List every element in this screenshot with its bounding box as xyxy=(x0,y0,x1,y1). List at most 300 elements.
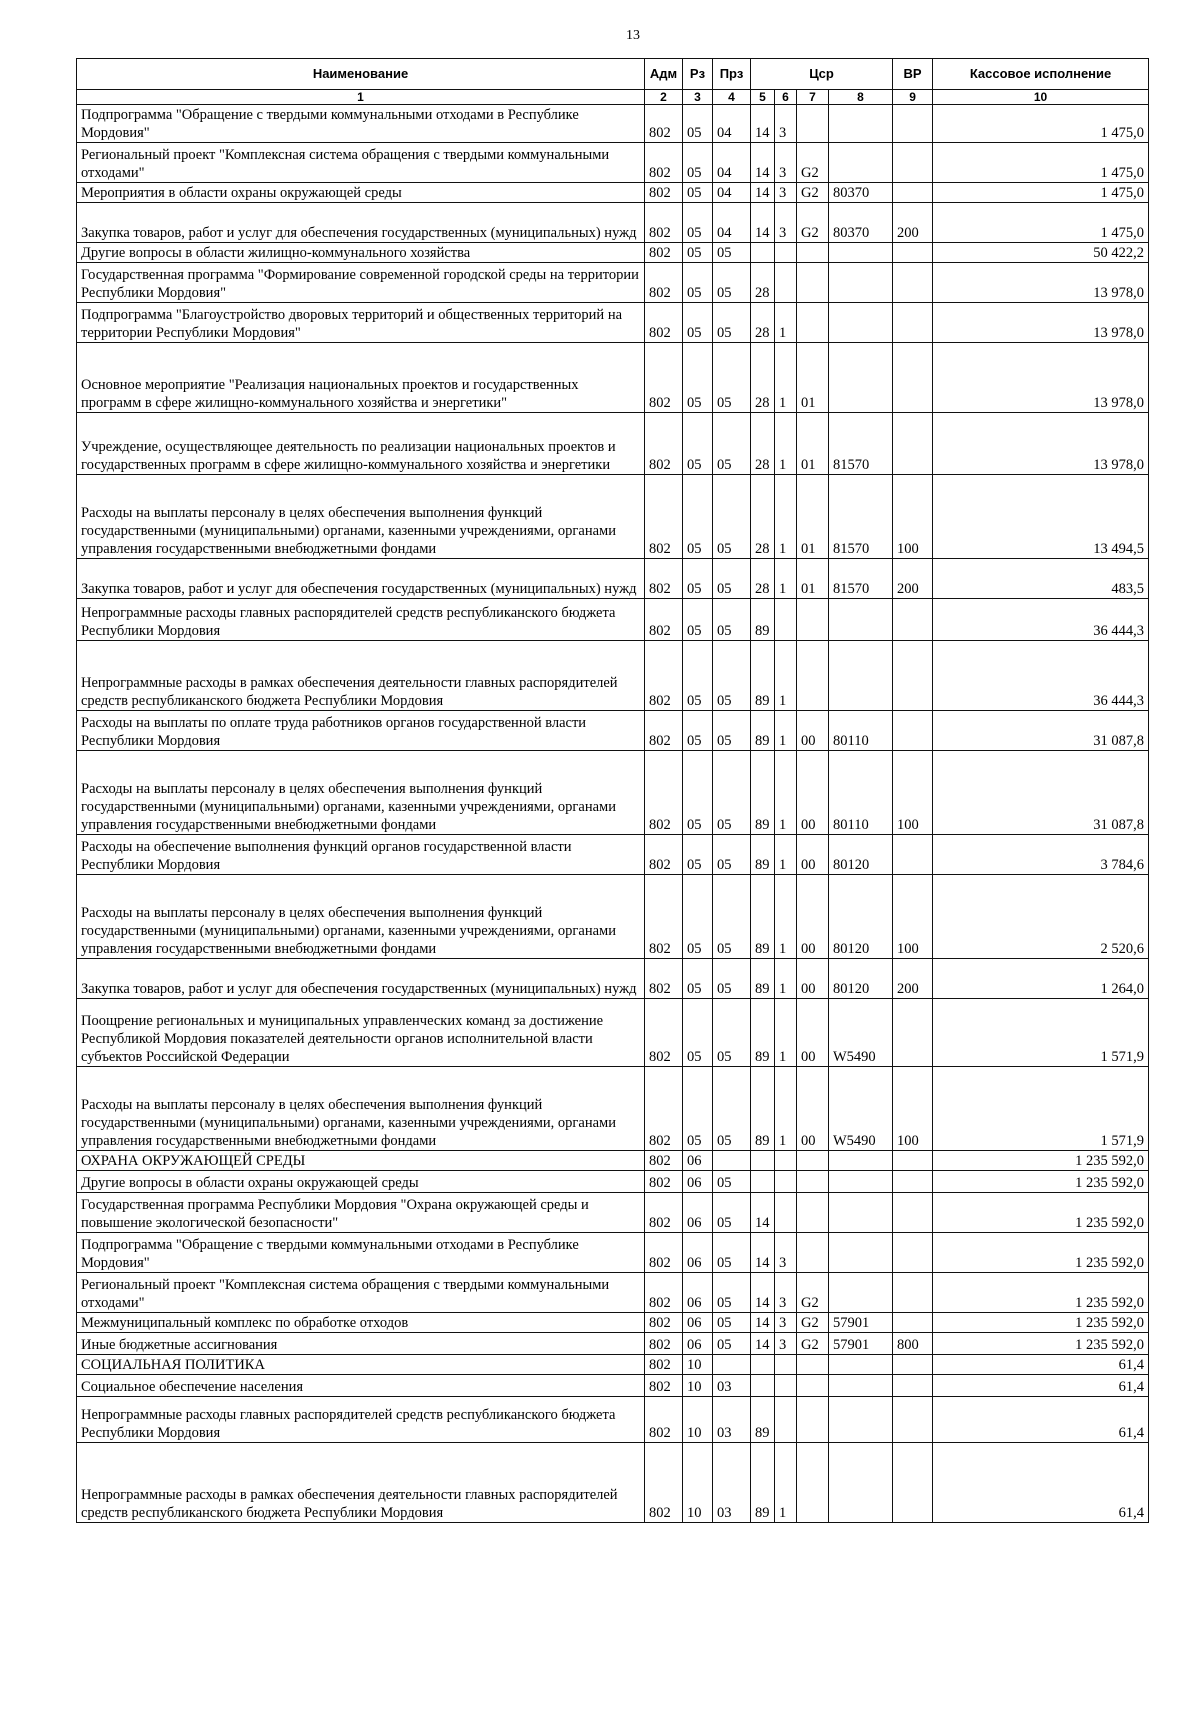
column-number: 6 xyxy=(775,90,797,105)
row-sum: 61,4 xyxy=(933,1355,1149,1375)
row-csr-6 xyxy=(775,1151,797,1171)
row-csr-7: 00 xyxy=(797,959,829,999)
table-row xyxy=(77,105,1149,143)
page-number: 13 xyxy=(626,28,640,43)
row-csr-8 xyxy=(829,599,893,641)
row-adm: 802 xyxy=(645,959,683,999)
column-number: 4 xyxy=(713,90,751,105)
row-name: Региональный проект "Комплексная система обращения с твердыми коммунальными отходами" xyxy=(77,143,645,183)
row-vr: 200 xyxy=(893,959,933,999)
table-row xyxy=(77,599,1149,641)
row-csr-8: 57901 xyxy=(829,1313,893,1333)
row-csr-6 xyxy=(775,599,797,641)
row-rz: 05 xyxy=(683,835,713,875)
row-rz: 05 xyxy=(683,243,713,263)
row-vr: 200 xyxy=(893,203,933,243)
row-name: Расходы на выплаты персоналу в целях обеспечения выполнения функций государственными (муниципальными) органами, казенными учреждениями, органами управления государственными внебюджетными фондами xyxy=(77,875,645,959)
row-name: Подпрограмма "Обращение с твердыми коммунальными отходами в Республике Мордовия" xyxy=(77,105,645,143)
table-row xyxy=(77,1355,1149,1375)
row-sum: 1 235 592,0 xyxy=(933,1151,1149,1171)
table-row xyxy=(77,1333,1149,1355)
row-csr-6: 3 xyxy=(775,143,797,183)
row-name: Государственная программа Республики Мордовия "Охрана окружающей среды и повышение экологической безопасности" xyxy=(77,1193,645,1233)
row-csr-6 xyxy=(775,263,797,303)
row-csr-8: 80120 xyxy=(829,835,893,875)
header-rz: Рз xyxy=(683,59,713,90)
row-name: Учреждение, осуществляющее деятельность по реализации национальных проектов и государственных программ в сфере жилищно-коммунального хозяйства и энергетики xyxy=(77,413,645,475)
row-csr-8 xyxy=(829,1233,893,1273)
column-number: 10 xyxy=(933,90,1149,105)
row-csr-7 xyxy=(797,1443,829,1523)
row-csr-5 xyxy=(751,1151,775,1171)
row-rz: 05 xyxy=(683,413,713,475)
row-csr-5 xyxy=(751,1355,775,1375)
row-sum: 13 978,0 xyxy=(933,413,1149,475)
row-csr-5: 14 xyxy=(751,1233,775,1273)
column-number: 3 xyxy=(683,90,713,105)
row-csr-6: 1 xyxy=(775,559,797,599)
row-name: Другие вопросы в области охраны окружающей среды xyxy=(77,1171,645,1193)
row-name: Непрограммные расходы главных распорядителей средств республиканского бюджета Республики Мордовия xyxy=(77,1397,645,1443)
row-vr xyxy=(893,263,933,303)
row-adm: 802 xyxy=(645,1333,683,1355)
row-sum: 61,4 xyxy=(933,1443,1149,1523)
row-csr-5: 28 xyxy=(751,263,775,303)
row-adm: 802 xyxy=(645,711,683,751)
row-csr-5: 28 xyxy=(751,303,775,343)
row-sum: 1 475,0 xyxy=(933,183,1149,203)
row-csr-5 xyxy=(751,1171,775,1193)
row-csr-5: 89 xyxy=(751,959,775,999)
row-csr-8 xyxy=(829,1151,893,1171)
row-csr-8: 80110 xyxy=(829,711,893,751)
row-vr xyxy=(893,1443,933,1523)
row-csr-8 xyxy=(829,1397,893,1443)
row-prz: 05 xyxy=(713,999,751,1067)
row-name: Расходы на выплаты по оплате труда работников органов государственной власти Республики Мордовия xyxy=(77,711,645,751)
row-adm: 802 xyxy=(645,475,683,559)
table-row xyxy=(77,475,1149,559)
row-vr xyxy=(893,1397,933,1443)
row-csr-6: 1 xyxy=(775,343,797,413)
row-csr-6: 3 xyxy=(775,183,797,203)
row-csr-7: G2 xyxy=(797,1273,829,1313)
row-rz: 06 xyxy=(683,1171,713,1193)
row-adm: 802 xyxy=(645,875,683,959)
header-name: Наименование xyxy=(77,59,645,90)
row-rz: 06 xyxy=(683,1151,713,1171)
row-csr-8: 81570 xyxy=(829,413,893,475)
row-name: Основное мероприятие "Реализация национальных проектов и государственных программ в сфере жилищно-коммунального хозяйства и энергетики" xyxy=(77,343,645,413)
row-csr-5: 89 xyxy=(751,751,775,835)
row-csr-8: 80120 xyxy=(829,959,893,999)
row-prz: 05 xyxy=(713,1193,751,1233)
row-csr-8 xyxy=(829,1443,893,1523)
row-csr-7: G2 xyxy=(797,143,829,183)
row-csr-5: 89 xyxy=(751,835,775,875)
row-adm: 802 xyxy=(645,1193,683,1233)
row-csr-5: 14 xyxy=(751,1333,775,1355)
row-vr xyxy=(893,1313,933,1333)
row-name: Подпрограмма "Обращение с твердыми коммунальными отходами в Республике Мордовия" xyxy=(77,1233,645,1273)
row-vr xyxy=(893,413,933,475)
row-vr xyxy=(893,1273,933,1313)
row-csr-5: 89 xyxy=(751,641,775,711)
row-rz: 05 xyxy=(683,475,713,559)
row-csr-8: 81570 xyxy=(829,475,893,559)
row-csr-6 xyxy=(775,1375,797,1397)
table-row xyxy=(77,1313,1149,1333)
row-rz: 10 xyxy=(683,1397,713,1443)
row-adm: 802 xyxy=(645,143,683,183)
row-sum: 3 784,6 xyxy=(933,835,1149,875)
row-prz: 05 xyxy=(713,303,751,343)
row-adm: 802 xyxy=(645,835,683,875)
row-sum: 31 087,8 xyxy=(933,751,1149,835)
row-rz: 05 xyxy=(683,875,713,959)
row-name: Подпрограмма "Благоустройство дворовых территорий и общественных территорий на территории Республики Мордовия" xyxy=(77,303,645,343)
row-adm: 802 xyxy=(645,413,683,475)
row-rz: 05 xyxy=(683,105,713,143)
row-prz xyxy=(713,1355,751,1375)
row-csr-7 xyxy=(797,1397,829,1443)
row-vr: 100 xyxy=(893,875,933,959)
table-row xyxy=(77,343,1149,413)
row-adm: 802 xyxy=(645,183,683,203)
row-vr xyxy=(893,999,933,1067)
row-csr-7: 01 xyxy=(797,559,829,599)
row-sum: 1 475,0 xyxy=(933,203,1149,243)
row-prz: 05 xyxy=(713,641,751,711)
row-prz: 05 xyxy=(713,475,751,559)
row-rz: 05 xyxy=(683,559,713,599)
row-csr-7: 00 xyxy=(797,835,829,875)
row-adm: 802 xyxy=(645,343,683,413)
row-csr-8 xyxy=(829,1193,893,1233)
row-prz: 05 xyxy=(713,243,751,263)
row-prz: 04 xyxy=(713,183,751,203)
header-csr: Цср xyxy=(751,59,893,90)
row-rz: 05 xyxy=(683,1067,713,1151)
row-rz: 10 xyxy=(683,1443,713,1523)
row-csr-6: 1 xyxy=(775,711,797,751)
row-vr: 100 xyxy=(893,1067,933,1151)
row-csr-5: 89 xyxy=(751,1443,775,1523)
row-prz: 03 xyxy=(713,1443,751,1523)
row-vr: 100 xyxy=(893,751,933,835)
row-adm: 802 xyxy=(645,1313,683,1333)
table-row xyxy=(77,959,1149,999)
row-csr-6: 3 xyxy=(775,203,797,243)
row-csr-8: 80370 xyxy=(829,183,893,203)
row-vr xyxy=(893,1355,933,1375)
row-rz: 05 xyxy=(683,641,713,711)
row-csr-6 xyxy=(775,243,797,263)
table-row xyxy=(77,143,1149,183)
row-csr-5: 89 xyxy=(751,1397,775,1443)
row-adm: 802 xyxy=(645,641,683,711)
row-prz: 05 xyxy=(713,1273,751,1313)
table-row xyxy=(77,711,1149,751)
row-vr xyxy=(893,303,933,343)
row-name: ОХРАНА ОКРУЖАЮЩЕЙ СРЕДЫ xyxy=(77,1151,645,1171)
row-csr-5 xyxy=(751,1375,775,1397)
row-name: Другие вопросы в области жилищно-коммунального хозяйства xyxy=(77,243,645,263)
row-csr-8: 80110 xyxy=(829,751,893,835)
row-csr-7: 00 xyxy=(797,1067,829,1151)
row-name: Государственная программа "Формирование современной городской среды на территории Республики Мордовия" xyxy=(77,263,645,303)
row-csr-5: 14 xyxy=(751,143,775,183)
table-row xyxy=(77,1273,1149,1313)
row-csr-5 xyxy=(751,243,775,263)
row-name: СОЦИАЛЬНАЯ ПОЛИТИКА xyxy=(77,1355,645,1375)
row-rz: 05 xyxy=(683,303,713,343)
row-csr-8: W5490 xyxy=(829,999,893,1067)
row-prz: 05 xyxy=(713,1171,751,1193)
row-csr-8 xyxy=(829,1375,893,1397)
row-sum: 13 494,5 xyxy=(933,475,1149,559)
row-vr xyxy=(893,343,933,413)
row-csr-5: 14 xyxy=(751,203,775,243)
row-csr-6: 3 xyxy=(775,1233,797,1273)
row-prz: 05 xyxy=(713,751,751,835)
row-sum: 1 475,0 xyxy=(933,105,1149,143)
row-sum: 13 978,0 xyxy=(933,303,1149,343)
row-csr-7: 00 xyxy=(797,875,829,959)
row-csr-6 xyxy=(775,1171,797,1193)
table-row xyxy=(77,1171,1149,1193)
row-rz: 05 xyxy=(683,711,713,751)
row-prz: 05 xyxy=(713,875,751,959)
row-name: Мероприятия в области охраны окружающей среды xyxy=(77,183,645,203)
row-csr-6: 1 xyxy=(775,641,797,711)
row-name: Иные бюджетные ассигнования xyxy=(77,1333,645,1355)
row-rz: 05 xyxy=(683,203,713,243)
row-vr xyxy=(893,143,933,183)
row-adm: 802 xyxy=(645,243,683,263)
budget-execution-table xyxy=(76,58,1149,1523)
header-kassa: Кассовое исполнение xyxy=(933,59,1149,90)
row-sum: 31 087,8 xyxy=(933,711,1149,751)
row-csr-6: 1 xyxy=(775,1443,797,1523)
row-prz: 04 xyxy=(713,203,751,243)
header-prz: Прз xyxy=(713,59,751,90)
row-csr-5: 89 xyxy=(751,999,775,1067)
row-csr-5: 89 xyxy=(751,711,775,751)
row-csr-7 xyxy=(797,1171,829,1193)
column-number: 1 xyxy=(77,90,645,105)
table-row xyxy=(77,1375,1149,1397)
row-sum: 13 978,0 xyxy=(933,263,1149,303)
row-rz: 05 xyxy=(683,999,713,1067)
row-csr-7: G2 xyxy=(797,1333,829,1355)
row-sum: 1 235 592,0 xyxy=(933,1273,1149,1313)
row-adm: 802 xyxy=(645,1443,683,1523)
table-row xyxy=(77,243,1149,263)
row-csr-5: 28 xyxy=(751,343,775,413)
row-csr-6: 1 xyxy=(775,999,797,1067)
header-vr: ВР xyxy=(893,59,933,90)
row-vr xyxy=(893,105,933,143)
row-vr: 200 xyxy=(893,559,933,599)
row-csr-7: 00 xyxy=(797,999,829,1067)
row-csr-6 xyxy=(775,1397,797,1443)
row-csr-8: 81570 xyxy=(829,559,893,599)
table-row xyxy=(77,835,1149,875)
table-row xyxy=(77,1443,1149,1523)
row-rz: 06 xyxy=(683,1313,713,1333)
row-adm: 802 xyxy=(645,1171,683,1193)
row-csr-7: G2 xyxy=(797,203,829,243)
row-csr-8: W5490 xyxy=(829,1067,893,1151)
table-row xyxy=(77,1397,1149,1443)
row-csr-6 xyxy=(775,1355,797,1375)
row-csr-7 xyxy=(797,105,829,143)
row-vr xyxy=(893,183,933,203)
row-sum: 1 571,9 xyxy=(933,1067,1149,1151)
row-csr-7: 01 xyxy=(797,343,829,413)
row-prz: 05 xyxy=(713,1233,751,1273)
row-name: Поощрение региональных и муниципальных управленческих команд за достижение Республикой Мордовия показателей деятельности органов исполнительной власти субъектов Российской Федерации xyxy=(77,999,645,1067)
row-csr-7 xyxy=(797,1375,829,1397)
column-number: 5 xyxy=(751,90,775,105)
row-prz: 05 xyxy=(713,1313,751,1333)
row-name: Закупка товаров, работ и услуг для обеспечения государственных (муниципальных) нужд xyxy=(77,203,645,243)
row-adm: 802 xyxy=(645,1397,683,1443)
row-rz: 06 xyxy=(683,1273,713,1313)
column-number-row xyxy=(77,90,1149,105)
row-rz: 06 xyxy=(683,1333,713,1355)
row-name: Закупка товаров, работ и услуг для обеспечения государственных (муниципальных) нужд xyxy=(77,959,645,999)
row-sum: 1 235 592,0 xyxy=(933,1193,1149,1233)
row-prz: 05 xyxy=(713,599,751,641)
row-prz: 05 xyxy=(713,711,751,751)
row-csr-7 xyxy=(797,1193,829,1233)
row-csr-7 xyxy=(797,243,829,263)
row-name: Закупка товаров, работ и услуг для обеспечения государственных (муниципальных) нужд xyxy=(77,559,645,599)
row-csr-5: 14 xyxy=(751,1273,775,1313)
row-prz: 05 xyxy=(713,343,751,413)
row-sum: 1 475,0 xyxy=(933,143,1149,183)
table-row xyxy=(77,875,1149,959)
row-prz: 05 xyxy=(713,413,751,475)
row-sum: 61,4 xyxy=(933,1375,1149,1397)
table-row xyxy=(77,999,1149,1067)
row-name: Непрограммные расходы в рамках обеспечения деятельности главных распорядителей средств республиканского бюджета Республики Мордовия xyxy=(77,1443,645,1523)
table-row xyxy=(77,183,1149,203)
row-rz: 05 xyxy=(683,263,713,303)
row-rz: 10 xyxy=(683,1375,713,1397)
row-vr xyxy=(893,835,933,875)
row-vr: 800 xyxy=(893,1333,933,1355)
row-csr-6: 1 xyxy=(775,475,797,559)
row-sum: 36 444,3 xyxy=(933,599,1149,641)
header-row xyxy=(77,59,1149,90)
row-csr-6: 3 xyxy=(775,1273,797,1313)
column-number: 8 xyxy=(829,90,893,105)
row-csr-5: 28 xyxy=(751,413,775,475)
row-prz: 03 xyxy=(713,1397,751,1443)
column-number: 7 xyxy=(797,90,829,105)
row-sum: 1 235 592,0 xyxy=(933,1333,1149,1355)
row-vr xyxy=(893,1375,933,1397)
row-csr-6: 1 xyxy=(775,959,797,999)
row-csr-8 xyxy=(829,1273,893,1313)
row-rz: 06 xyxy=(683,1233,713,1273)
row-vr: 100 xyxy=(893,475,933,559)
row-prz: 05 xyxy=(713,263,751,303)
row-csr-7: 01 xyxy=(797,475,829,559)
row-csr-7 xyxy=(797,1233,829,1273)
row-sum: 1 235 592,0 xyxy=(933,1313,1149,1333)
row-csr-7 xyxy=(797,1355,829,1375)
row-csr-5: 14 xyxy=(751,1193,775,1233)
row-csr-8 xyxy=(829,1355,893,1375)
row-name: Расходы на выплаты персоналу в целях обеспечения выполнения функций государственными (муниципальными) органами, казенными учреждениями, органами управления государственными внебюджетными фондами xyxy=(77,1067,645,1151)
row-prz: 05 xyxy=(713,559,751,599)
table-row xyxy=(77,1193,1149,1233)
row-rz: 05 xyxy=(683,343,713,413)
row-csr-8: 80120 xyxy=(829,875,893,959)
row-csr-8: 57901 xyxy=(829,1333,893,1355)
table-row xyxy=(77,641,1149,711)
row-rz: 05 xyxy=(683,599,713,641)
row-csr-7 xyxy=(797,1151,829,1171)
row-csr-5: 28 xyxy=(751,559,775,599)
row-name: Межмуниципальный комплекс по обработке отходов xyxy=(77,1313,645,1333)
row-csr-6: 3 xyxy=(775,1313,797,1333)
row-csr-6: 3 xyxy=(775,1333,797,1355)
row-csr-5: 89 xyxy=(751,599,775,641)
row-rz: 10 xyxy=(683,1355,713,1375)
row-csr-6: 1 xyxy=(775,413,797,475)
row-adm: 802 xyxy=(645,999,683,1067)
row-adm: 802 xyxy=(645,751,683,835)
row-sum: 1 235 592,0 xyxy=(933,1171,1149,1193)
row-vr xyxy=(893,711,933,751)
row-adm: 802 xyxy=(645,599,683,641)
row-name: Социальное обеспечение населения xyxy=(77,1375,645,1397)
row-name: Расходы на выплаты персоналу в целях обеспечения выполнения функций государственными (муниципальными) органами, казенными учреждениями, органами управления государственными внебюджетными фондами xyxy=(77,751,645,835)
row-csr-5: 14 xyxy=(751,105,775,143)
row-csr-7 xyxy=(797,641,829,711)
table-row xyxy=(77,751,1149,835)
table-row xyxy=(77,559,1149,599)
row-vr xyxy=(893,1151,933,1171)
row-vr xyxy=(893,1193,933,1233)
row-csr-8 xyxy=(829,243,893,263)
row-adm: 802 xyxy=(645,1273,683,1313)
row-csr-7 xyxy=(797,263,829,303)
row-rz: 05 xyxy=(683,959,713,999)
row-sum: 2 520,6 xyxy=(933,875,1149,959)
row-prz: 05 xyxy=(713,1333,751,1355)
row-csr-7: 00 xyxy=(797,751,829,835)
row-adm: 802 xyxy=(645,263,683,303)
row-sum: 36 444,3 xyxy=(933,641,1149,711)
row-name: Расходы на выплаты персоналу в целях обеспечения выполнения функций государственными (муниципальными) органами, казенными учреждениями, органами управления государственными внебюджетными фондами xyxy=(77,475,645,559)
row-adm: 802 xyxy=(645,1355,683,1375)
row-csr-7: 00 xyxy=(797,711,829,751)
row-csr-6: 3 xyxy=(775,105,797,143)
row-adm: 802 xyxy=(645,1375,683,1397)
row-rz: 05 xyxy=(683,183,713,203)
row-csr-6: 1 xyxy=(775,303,797,343)
row-adm: 802 xyxy=(645,105,683,143)
row-prz: 03 xyxy=(713,1375,751,1397)
row-csr-8 xyxy=(829,303,893,343)
row-csr-8 xyxy=(829,263,893,303)
